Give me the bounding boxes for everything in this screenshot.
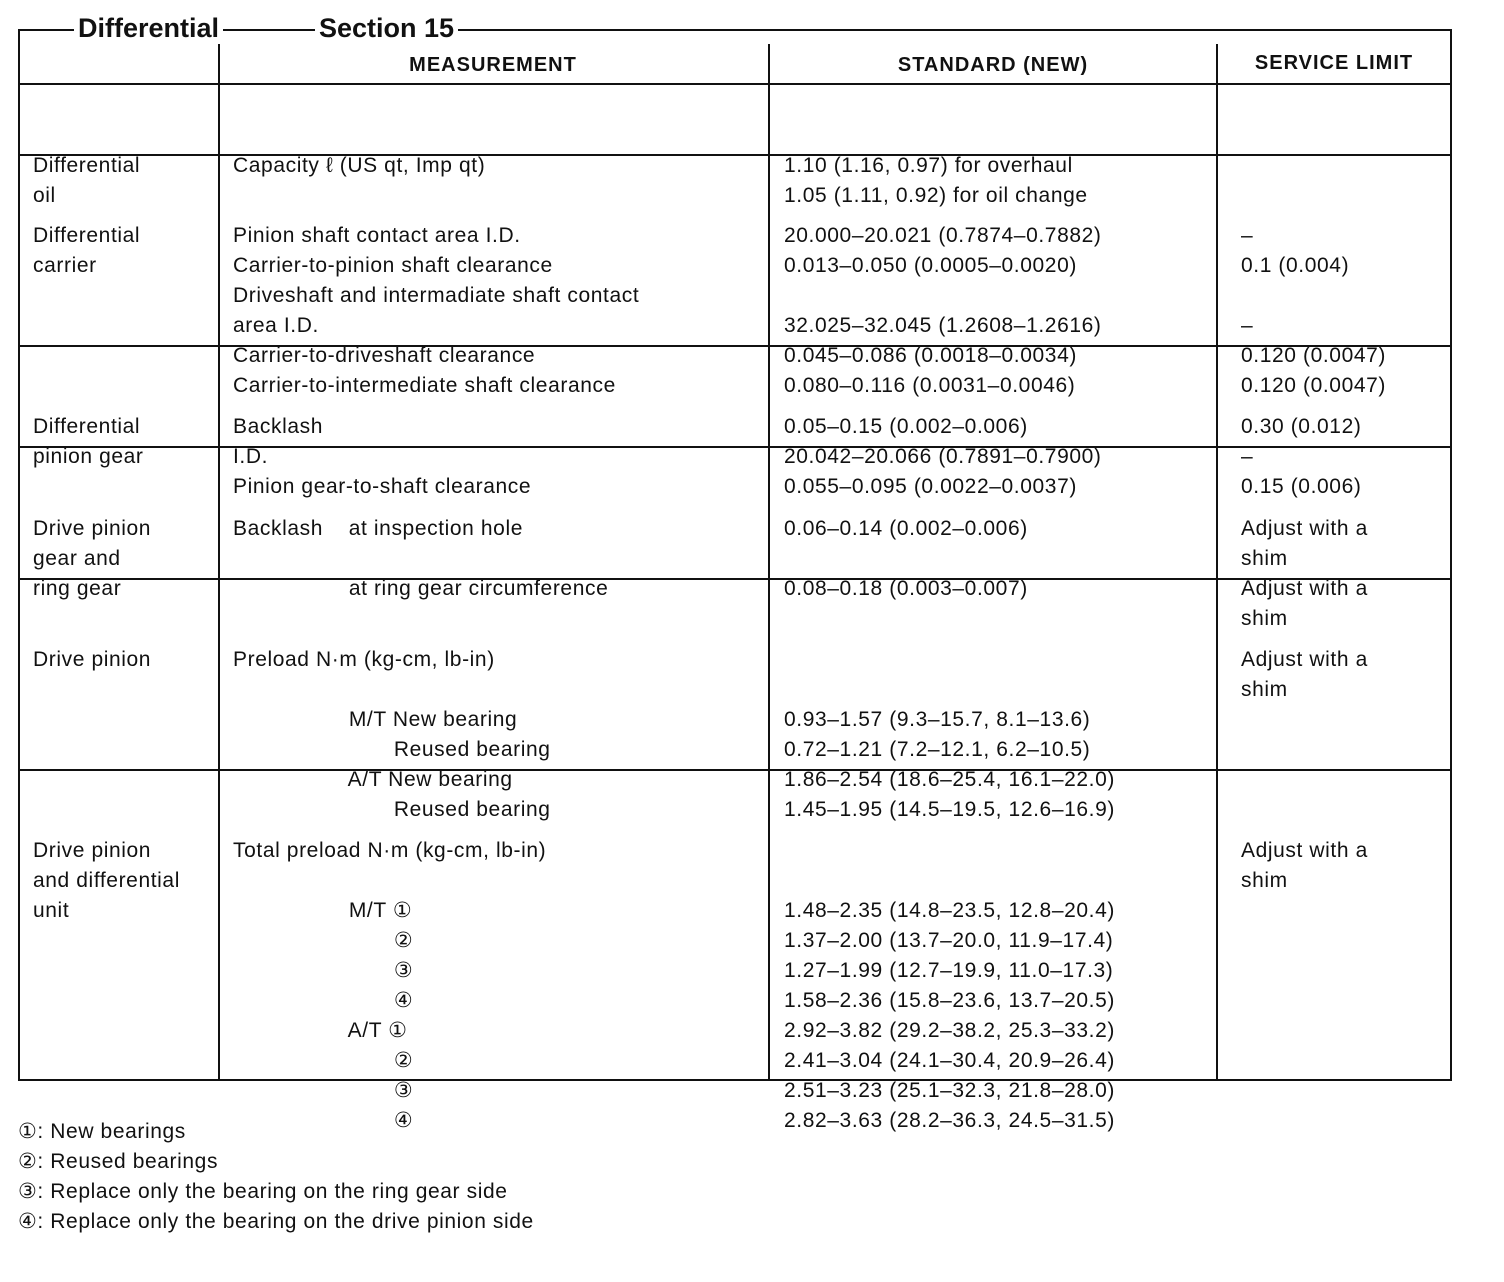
row-ring-gear-standard: 0.06–0.14 (0.002–0.006) 0.08–0.18 (0.003–0.007) <box>784 517 1028 600</box>
row-pinion-gear-standard: 0.05–0.15 (0.002–0.006) 20.042–20.066 (0.7891–0.7900) 0.055–0.095 (0.0022–0.0037) <box>784 415 1102 498</box>
frame-left-line <box>18 29 20 1080</box>
header-service-limit: SERVICE LIMIT <box>1254 52 1414 74</box>
footnote-1: ①: New bearings <box>18 1120 186 1143</box>
row-ring-gear-measurement: Backlash at inspection hole at ring gear circumference <box>233 517 609 600</box>
column-divider-1 <box>218 44 220 1080</box>
row-carrier-measurement: Pinion shaft contact area I.D. Carrier-to-pinion shaft clearance Driveshaft and intermadiate shaft contact area I.D. Carrier-to-driveshaft clearance Carrier-to-intermediate shaft clearance <box>233 224 640 397</box>
row-unit-standard: 1.48–2.35 (14.8–23.5, 12.8–20.4) 1.37–2.00 (13.7–20.0, 11.9–17.4) 1.27–1.99 (12.7–19.9, 11.0–17.3) 1.58–2.36 (15.8–23.6, 13.7–20.5) 2.92–3.82 (29.2–38.2, 25.3–33.2) 2.41–3.04 (24.1–30.4, 20.9–26.4) 2.51–3.23 (25.1–32.3, 21.8–28.0) 2.82–3.63 (28.2–36.3, 24.5–31.5) <box>784 899 1115 1132</box>
row-oil-measurement: Capacity ℓ (US qt, Imp qt) <box>233 154 486 177</box>
row-drive-pinion-standard: 0.93–1.57 (9.3–15.7, 8.1–13.6) 0.72–1.21 (7.2–12.1, 6.2–10.5) 1.86–2.54 (18.6–25.4, 16.1–22.0) 1.45–1.95 (14.5–19.5, 12.6–16.9) <box>784 708 1115 821</box>
row-carrier-standard: 20.000–20.021 (0.7874–0.7882) 0.013–0.050 (0.0005–0.0020) 32.025–32.045 (1.2608–1.2616) 0.045–0.086 (0.0018–0.0034) 0.080–0.116 (0.0031–0.0046) <box>784 224 1102 397</box>
section-title-left: Differential <box>74 10 223 46</box>
row-oil-standard: 1.10 (1.16, 0.97) for overhaul 1.05 (1.11, 0.92) for oil change <box>784 154 1088 207</box>
row-drive-pinion-part: Drive pinion <box>33 648 152 671</box>
row-pinion-gear-part: Differential pinion gear <box>33 415 144 468</box>
row-unit-measurement: Total preload N·m (kg-cm, lb-in) M/T ① ② ③ ④ A/T ① ② ③ ④ <box>233 839 547 1132</box>
footnote-2: ②: Reused bearings <box>18 1150 219 1173</box>
header-measurement: MEASUREMENT <box>409 54 577 76</box>
footnote-3: ③: Replace only the bearing on the ring gear side <box>18 1180 508 1203</box>
row-drive-pinion-measurement: Preload N·m (kg-cm, lb-in) M/T New bearing Reused bearing A/T New bearing Reused bearing <box>233 648 551 821</box>
row-unit-limit: Adjust with a shim <box>1241 839 1368 892</box>
footnotes <box>18 1117 534 1237</box>
frame-right-line <box>1450 29 1452 1080</box>
row-oil-part: Differential oil <box>33 154 141 207</box>
row-ring-gear-part: Drive pinion gear and ring gear <box>33 517 152 600</box>
header-standard: STANDARD (NEW) <box>897 54 1089 76</box>
column-divider-3b <box>1216 155 1218 1080</box>
column-divider-2 <box>768 44 770 1080</box>
section-title-right: Section 15 <box>315 10 458 46</box>
frame-top-line <box>18 29 1450 31</box>
row-divider-header <box>18 83 1452 85</box>
row-pinion-gear-measurement: Backlash I.D. Pinion gear-to-shaft clearance <box>233 415 532 498</box>
row-unit-part: Drive pinion and differential unit <box>33 839 180 922</box>
row-carrier-part: Differential carrier <box>33 224 141 277</box>
row-carrier-limit: – 0.1 (0.004) – 0.120 (0.0047) 0.120 (0.0047) <box>1241 224 1387 397</box>
row-drive-pinion-limit: Adjust with a shim <box>1241 648 1368 701</box>
row-ring-gear-limit: Adjust with a shim Adjust with a shim <box>1241 517 1368 630</box>
row-pinion-gear-limit: 0.30 (0.012) – 0.15 (0.006) <box>1241 415 1362 498</box>
title-dash <box>244 29 312 31</box>
footnote-4: ④: Replace only the bearing on the drive pinion side <box>18 1210 534 1233</box>
